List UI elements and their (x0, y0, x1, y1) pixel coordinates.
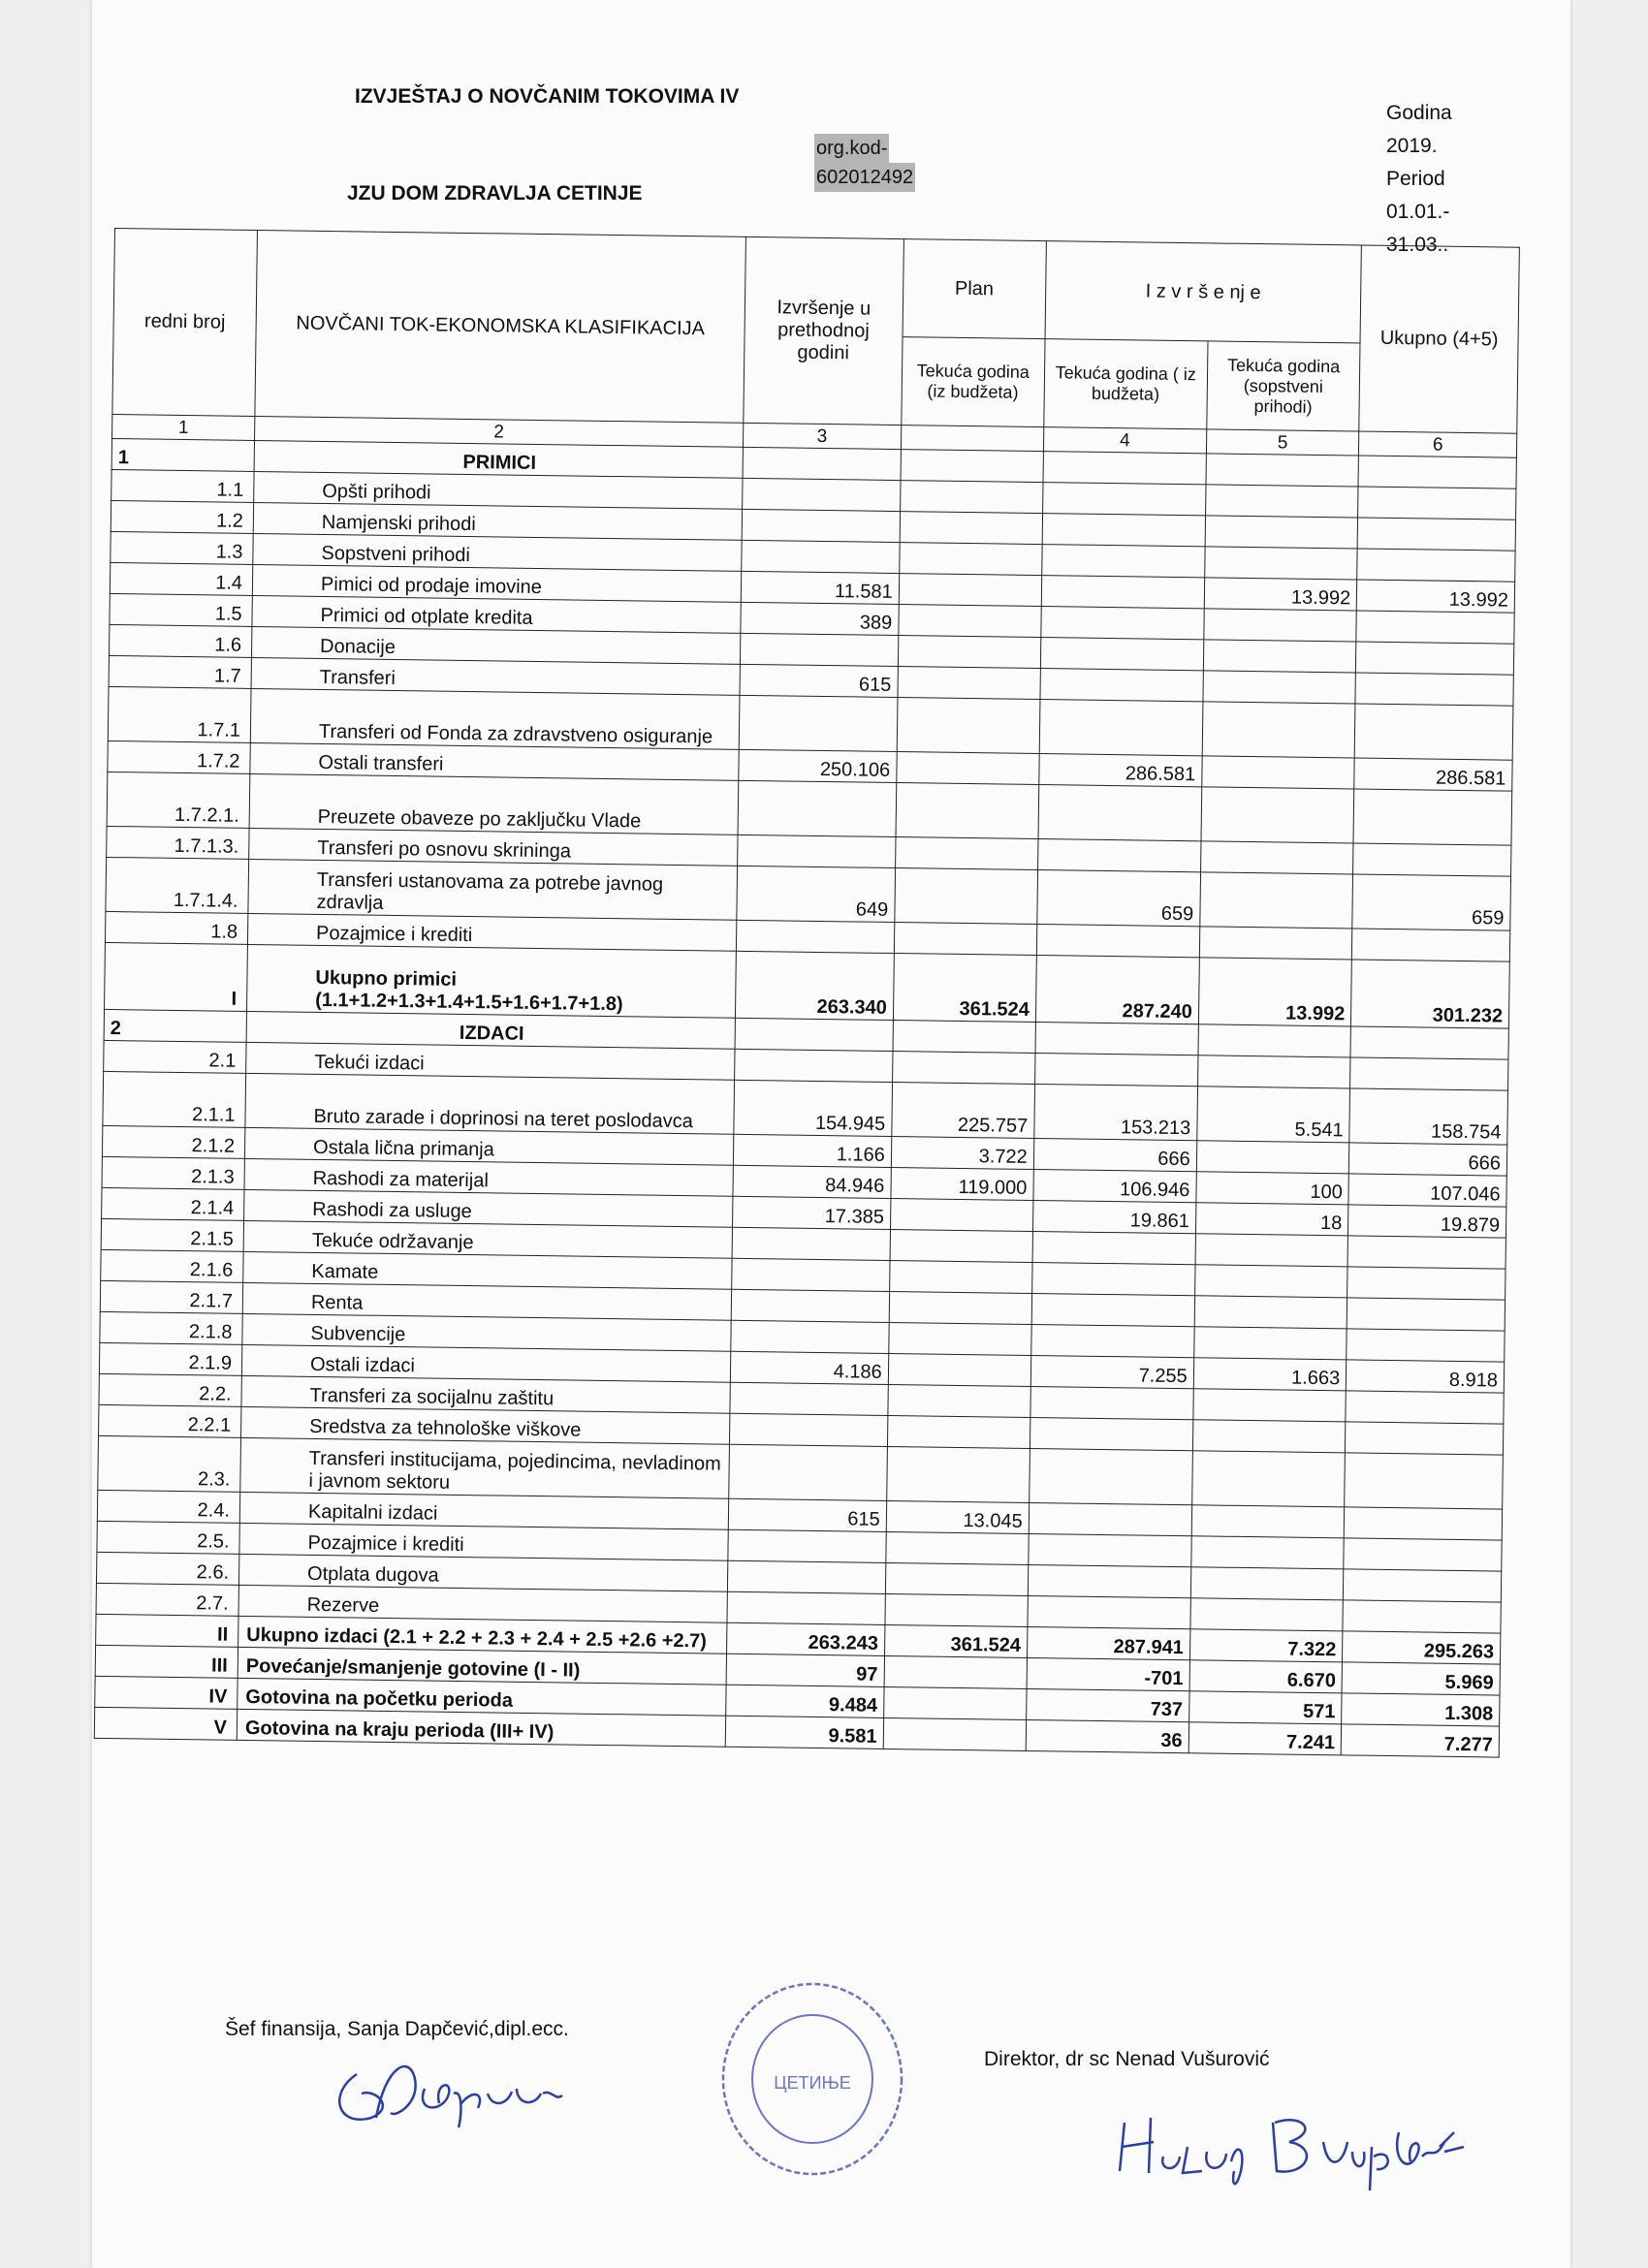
value-prior-year (740, 633, 898, 666)
row-label: Donacije (251, 626, 740, 664)
report-title: IZVJEŠTAJ O NOVČANIM TOKOVIMA IV (355, 85, 740, 108)
value-total: 8.918 (1347, 1360, 1505, 1393)
value-total (1353, 789, 1512, 845)
row-label: IZDACI (246, 1011, 735, 1049)
official-stamp (715, 1977, 909, 2181)
row-label: Opšti prihodi (254, 471, 743, 509)
value-total (1357, 518, 1515, 551)
period-line: 31.03.. (1386, 234, 1449, 256)
row-number: 1.7 (109, 655, 251, 688)
row-number: 2.1.4 (102, 1187, 244, 1220)
row-label: Subvencije (242, 1313, 731, 1351)
value-total: 107.046 (1348, 1174, 1506, 1207)
value-budget (1036, 925, 1199, 958)
value-prior-year: 154.945 (734, 1080, 892, 1136)
value-own-revenue (1191, 1505, 1345, 1538)
value-prior-year: 84.946 (733, 1165, 891, 1198)
org-code-value: 602012492 (814, 163, 915, 192)
col-number: 4 (1043, 427, 1206, 454)
value-prior-year (735, 1018, 893, 1051)
org-code (814, 134, 915, 192)
value-prior-year: 615 (740, 664, 898, 697)
row-number: 2.7. (96, 1583, 238, 1616)
value-budget (1042, 483, 1205, 516)
value-plan: 361.524 (893, 954, 1036, 1023)
value-budget: 36 (1026, 1719, 1188, 1752)
value-own-revenue (1198, 1024, 1351, 1057)
row-label: Namjenski prihodi (253, 502, 742, 540)
row-label: Primici od otplate kredita (252, 595, 741, 633)
value-plan (900, 481, 1042, 514)
row-number: 2.2.1 (99, 1404, 241, 1437)
value-prior-year (739, 695, 897, 751)
row-number: 1.1 (111, 469, 254, 502)
row-number: 2.6. (96, 1552, 238, 1585)
col-number: 2 (255, 416, 744, 447)
value-prior-year (731, 1289, 889, 1322)
value-prior-year (729, 1413, 887, 1446)
value-total: 301.232 (1351, 960, 1510, 1028)
col-number (901, 425, 1043, 452)
value-plan (897, 698, 1040, 754)
value-plan (888, 1384, 1030, 1417)
value-prior-year (742, 509, 900, 542)
value-prior-year (738, 780, 896, 836)
row-number: IV (95, 1676, 238, 1709)
value-total (1350, 1057, 1508, 1090)
value-budget (1041, 576, 1204, 609)
value-total (1346, 1422, 1504, 1455)
value-prior-year: 389 (741, 602, 899, 635)
value-total: 659 (1352, 874, 1511, 930)
row-number: 2.1.6 (101, 1249, 243, 1282)
value-prior-year (738, 835, 896, 867)
value-budget: 287.240 (1035, 956, 1199, 1024)
value-prior-year (735, 1049, 893, 1082)
value-budget (1028, 1595, 1190, 1628)
row-label: Gotovina na početku perioda (238, 1678, 726, 1716)
value-prior-year (731, 1320, 889, 1353)
col-header-redni-broj: redni broj (112, 229, 258, 417)
value-plan: 119.000 (891, 1167, 1033, 1200)
period-line: 01.01.- (1386, 201, 1450, 223)
row-number: 1.7.1.4. (106, 857, 249, 913)
value-plan (898, 667, 1040, 700)
row-label: Povećanje/smanjenje gotovine (I - II) (238, 1647, 726, 1685)
value-budget (1031, 1293, 1194, 1326)
value-own-revenue (1194, 1296, 1347, 1329)
col-header-izv-sopstveni: Tekuća godina (sopstveni prihodi) (1207, 341, 1361, 431)
value-own-revenue: 5.541 (1197, 1087, 1350, 1143)
value-prior-year: 615 (728, 1498, 886, 1531)
value-plan (890, 1229, 1032, 1262)
row-label: Ostali transferi (250, 742, 739, 780)
handwritten-signature-finance (318, 2035, 638, 2142)
value-plan (888, 1353, 1030, 1386)
value-budget: 19.861 (1032, 1200, 1195, 1233)
value-own-revenue (1191, 1451, 1345, 1507)
col-number: 3 (743, 423, 901, 449)
value-plan (899, 574, 1041, 607)
value-budget (1041, 545, 1204, 578)
value-total (1344, 1569, 1502, 1602)
row-label: Ostali izdaci (241, 1344, 730, 1382)
value-own-revenue (1204, 609, 1357, 642)
value-total: 13.992 (1356, 580, 1514, 613)
value-plan (900, 512, 1042, 545)
col-header-ukupno: Ukupno (4+5) (1359, 245, 1519, 433)
col-number: 6 (1359, 431, 1517, 457)
value-plan (890, 1198, 1032, 1231)
value-total (1354, 704, 1513, 760)
value-plan (897, 752, 1039, 785)
value-total: 7.277 (1341, 1724, 1499, 1757)
value-budget (1034, 1054, 1197, 1087)
value-plan (895, 868, 1038, 925)
value-own-revenue: 100 (1196, 1172, 1349, 1205)
value-total (1347, 1329, 1505, 1362)
value-plan (894, 923, 1036, 956)
value-budget (1042, 514, 1205, 547)
value-own-revenue (1199, 927, 1352, 960)
value-budget: 7.255 (1030, 1355, 1193, 1388)
row-number: 1.5 (110, 593, 252, 626)
row-number: II (96, 1614, 238, 1647)
value-budget: 287.941 (1027, 1626, 1189, 1659)
row-number: 2.1.9 (99, 1342, 241, 1375)
value-own-revenue: 13.992 (1204, 578, 1357, 611)
value-prior-year: 649 (737, 866, 895, 922)
value-own-revenue: 18 (1195, 1203, 1348, 1236)
value-budget (1030, 1324, 1193, 1357)
value-own-revenue (1201, 756, 1354, 789)
value-plan (893, 1021, 1035, 1054)
row-label: Pozajmice i krediti (247, 913, 736, 951)
row-label: Gotovina na kraju perioda (III+ IV) (237, 1709, 725, 1747)
value-prior-year (728, 1529, 886, 1562)
value-own-revenue (1202, 702, 1355, 758)
row-number: 2.1.2 (102, 1125, 244, 1158)
row-label: Ostala lična primanja (244, 1127, 733, 1165)
value-prior-year (732, 1227, 890, 1260)
col-number: 1 (112, 414, 255, 440)
value-plan (883, 1686, 1026, 1719)
row-label: Pozajmice i krediti (239, 1523, 728, 1560)
value-budget: 106.946 (1033, 1169, 1196, 1202)
row-number: 2.5. (97, 1521, 239, 1554)
period-line: 2019. (1386, 135, 1438, 157)
value-own-revenue (1197, 1055, 1350, 1088)
value-prior-year: 1.166 (733, 1134, 891, 1167)
value-own-revenue (1205, 516, 1358, 549)
row-number: V (94, 1707, 237, 1740)
value-total (1347, 1267, 1505, 1300)
value-own-revenue: 1.663 (1193, 1358, 1347, 1391)
value-prior-year: 263.243 (727, 1622, 885, 1655)
value-prior-year (729, 1444, 887, 1500)
value-prior-year (743, 447, 901, 480)
value-total (1350, 1026, 1508, 1059)
row-number: 2.1.7 (100, 1280, 242, 1313)
value-own-revenue (1195, 1234, 1348, 1267)
value-plan (899, 543, 1041, 576)
value-total (1356, 611, 1514, 644)
row-label: Bruto zarade i doprinosi na teret poslodavca (245, 1073, 735, 1134)
value-own-revenue: 6.670 (1189, 1660, 1343, 1693)
value-own-revenue (1194, 1265, 1347, 1298)
value-budget (1037, 839, 1200, 872)
value-prior-year (736, 920, 894, 953)
value-own-revenue: 571 (1188, 1691, 1342, 1724)
value-total (1358, 487, 1516, 520)
value-plan (898, 636, 1040, 669)
handwritten-signature-director (1110, 2103, 1478, 2190)
value-budget (1029, 1533, 1191, 1566)
value-budget (1041, 607, 1204, 640)
value-own-revenue (1196, 1141, 1349, 1174)
value-prior-year: 11.581 (741, 571, 899, 604)
value-total: 158.754 (1349, 1088, 1508, 1145)
value-budget (1031, 1262, 1194, 1295)
row-label: Transferi (251, 657, 740, 695)
row-number: 1.7.2.1. (107, 772, 250, 828)
finance-chief-signature-line: Šef finansija, Sanja Dapčević,dipl.ecc. (225, 2018, 569, 2040)
row-number: 1.6 (109, 624, 251, 657)
table-body (94, 438, 1516, 1757)
row-label: Transferi ustanovama za potrebe javnog zdravlja (248, 859, 738, 920)
value-prior-year (727, 1591, 885, 1624)
director-signature-line: Direktor, dr sc Nenad Vušurović (984, 2048, 1270, 2070)
value-prior-year: 17.385 (733, 1196, 891, 1229)
row-label: Transferi institucijama, pojedincima, nevladinom i javnom sektoru (240, 1437, 730, 1498)
institution-name: JZU DOM ZDRAVLJA CETINJE (347, 182, 643, 205)
value-plan (899, 605, 1041, 638)
value-budget: 659 (1037, 870, 1201, 927)
value-plan (889, 1291, 1031, 1324)
row-label: Sopstveni prihodi (253, 533, 742, 571)
value-total (1356, 642, 1514, 675)
value-total: 666 (1349, 1143, 1507, 1176)
value-budget (1029, 1502, 1191, 1535)
cash-flow-table (94, 228, 1520, 1758)
row-label: Transferi po osnovu skrininga (249, 828, 738, 866)
col-header-izvrsenje: I z v r š e nj e (1045, 241, 1362, 343)
value-own-revenue (1200, 872, 1353, 929)
value-budget (1043, 452, 1206, 485)
row-number: 2.3. (98, 1435, 241, 1492)
value-prior-year: 250.106 (739, 749, 897, 782)
value-plan (888, 1322, 1030, 1355)
row-number: 1.4 (110, 562, 252, 595)
value-own-revenue (1205, 485, 1358, 518)
row-label: Ukupno primici (1.1+1.2+1.3+1.4+1.5+1.6+1.7+1.8) (247, 944, 737, 1018)
value-prior-year: 9.484 (726, 1685, 884, 1717)
row-label: Sredstva za tehnološke viškove (241, 1406, 730, 1444)
col-header-prethodna: Izvršenje u prethodnoj godini (744, 236, 903, 425)
row-label: Transferi za socijalnu zaštitu (241, 1375, 730, 1413)
value-total: 295.263 (1343, 1631, 1501, 1664)
value-plan (887, 1415, 1030, 1448)
period-block (1386, 97, 1452, 262)
row-number: 2.1.8 (100, 1311, 242, 1344)
value-own-revenue: 13.992 (1198, 958, 1351, 1026)
period-line: Godina (1386, 102, 1452, 124)
value-total: 5.969 (1342, 1662, 1500, 1695)
value-total: 286.581 (1354, 758, 1512, 791)
value-total (1357, 549, 1515, 582)
row-number: 1.7.1 (108, 686, 251, 742)
row-label: PRIMICI (254, 440, 743, 478)
row-label: Preuzete obaveze po zaključku Vlade (249, 773, 739, 835)
table-header (112, 229, 1520, 458)
row-number: 1.7.1.3. (107, 826, 249, 859)
value-plan (883, 1717, 1026, 1750)
value-budget: 666 (1033, 1138, 1196, 1171)
value-budget (1028, 1564, 1190, 1597)
value-prior-year: 97 (726, 1654, 884, 1686)
col-number: 5 (1206, 429, 1359, 456)
value-own-revenue (1190, 1567, 1344, 1600)
row-number: 1.3 (111, 531, 253, 564)
row-number: I (105, 942, 248, 1011)
value-plan (886, 1531, 1029, 1564)
row-number: 2.4. (97, 1490, 239, 1523)
value-plan (901, 450, 1043, 483)
value-total (1345, 1453, 1504, 1509)
row-label: Kapitalni izdaci (239, 1492, 728, 1529)
row-label: Pimici od prodaje imovine (252, 564, 741, 602)
value-plan (892, 1052, 1034, 1085)
value-plan (885, 1562, 1028, 1595)
value-total (1344, 1507, 1502, 1540)
row-number: 2.1.1 (103, 1071, 246, 1127)
row-label: Kamate (243, 1251, 732, 1289)
row-label: Ukupno izdaci (2.1 + 2.2 + 2.3 + 2.4 + 2.5 +2.6 +2.7) (238, 1616, 727, 1654)
row-label: Rashodi za usluge (244, 1189, 733, 1227)
value-own-revenue (1193, 1327, 1347, 1360)
value-prior-year (742, 540, 900, 573)
value-budget (1038, 785, 1202, 841)
stamp-text: ЦЕТИЊЕ (774, 2073, 851, 2093)
period-line: Period (1386, 168, 1445, 190)
value-own-revenue (1191, 1536, 1345, 1569)
row-number: 2.1 (104, 1040, 246, 1073)
value-own-revenue (1204, 547, 1357, 580)
value-budget: 737 (1026, 1688, 1188, 1721)
value-prior-year (743, 478, 901, 511)
value-total: 19.879 (1348, 1205, 1506, 1238)
value-own-revenue (1201, 787, 1354, 843)
value-budget (1039, 700, 1203, 756)
value-budget (1035, 1023, 1198, 1055)
value-total: 1.308 (1342, 1693, 1500, 1726)
value-prior-year (732, 1258, 890, 1291)
row-label: Rezerve (238, 1585, 727, 1622)
value-total (1347, 1236, 1505, 1269)
value-total (1346, 1391, 1504, 1424)
row-label: Renta (242, 1282, 731, 1320)
row-number: 2.1.5 (101, 1218, 243, 1251)
row-number: 2 (104, 1009, 246, 1042)
row-label: Transferi od Fonda za zdravstveno osiguranje (250, 688, 740, 749)
value-prior-year (730, 1382, 888, 1415)
value-total (1344, 1538, 1502, 1571)
value-prior-year: 4.186 (730, 1351, 888, 1384)
value-own-revenue (1193, 1389, 1347, 1422)
org-code-label: org.kod- (814, 134, 889, 163)
value-plan: 225.757 (892, 1083, 1035, 1139)
value-total (1358, 456, 1516, 488)
row-number: 1.7.2 (108, 740, 250, 773)
value-plan (884, 1655, 1027, 1688)
row-number: 2.2. (99, 1373, 241, 1406)
value-budget (1030, 1386, 1193, 1419)
value-total (1355, 673, 1513, 706)
value-plan (896, 783, 1039, 839)
value-budget: 153.213 (1034, 1085, 1198, 1141)
value-plan (889, 1260, 1031, 1293)
value-total (1347, 1298, 1505, 1331)
value-own-revenue (1203, 640, 1356, 673)
value-plan: 3.722 (891, 1136, 1033, 1169)
value-prior-year: 9.581 (725, 1716, 883, 1748)
value-own-revenue (1192, 1420, 1346, 1453)
row-label: Rashodi za materijal (244, 1158, 733, 1196)
value-plan: 13.045 (886, 1500, 1029, 1533)
row-number: 1.8 (105, 911, 247, 944)
value-budget (1030, 1417, 1192, 1450)
row-number: 1.2 (111, 500, 253, 533)
row-number: 2.1.3 (102, 1156, 244, 1189)
value-plan (895, 837, 1037, 870)
value-own-revenue (1203, 671, 1356, 704)
col-header-plan-sub: Tekuća godina (iz budžeta) (902, 337, 1045, 427)
row-label: Tekuće održavanje (243, 1220, 732, 1258)
value-own-revenue (1206, 454, 1359, 487)
value-plan (886, 1446, 1030, 1502)
row-label: Tekući izdaci (246, 1042, 735, 1080)
row-number: 1 (111, 438, 254, 471)
row-number: III (95, 1645, 238, 1678)
col-header-klasifikacija: NOVČANI TOK-EKONOMSKA KLASIFIKACIJA (255, 231, 746, 424)
value-budget (1040, 638, 1203, 671)
value-prior-year (727, 1560, 885, 1593)
value-budget: 286.581 (1039, 754, 1202, 787)
value-budget (1032, 1231, 1195, 1264)
value-budget: -701 (1027, 1657, 1189, 1690)
value-budget (1029, 1448, 1192, 1504)
value-plan: 361.524 (884, 1624, 1027, 1657)
value-budget (1040, 669, 1203, 702)
row-label: Otplata dugova (238, 1554, 727, 1591)
value-total (1343, 1600, 1501, 1633)
value-total (1353, 843, 1511, 876)
col-header-izv-budzet: Tekuća godina ( iz budžeta) (1044, 339, 1208, 429)
value-prior-year: 263.340 (735, 951, 894, 1020)
value-own-revenue (1190, 1598, 1344, 1631)
value-total (1352, 929, 1510, 961)
value-own-revenue (1200, 841, 1353, 874)
value-own-revenue: 7.241 (1188, 1722, 1342, 1755)
col-header-plan: Plan (903, 239, 1046, 339)
value-plan (885, 1593, 1028, 1626)
value-own-revenue: 7.322 (1189, 1629, 1343, 1662)
